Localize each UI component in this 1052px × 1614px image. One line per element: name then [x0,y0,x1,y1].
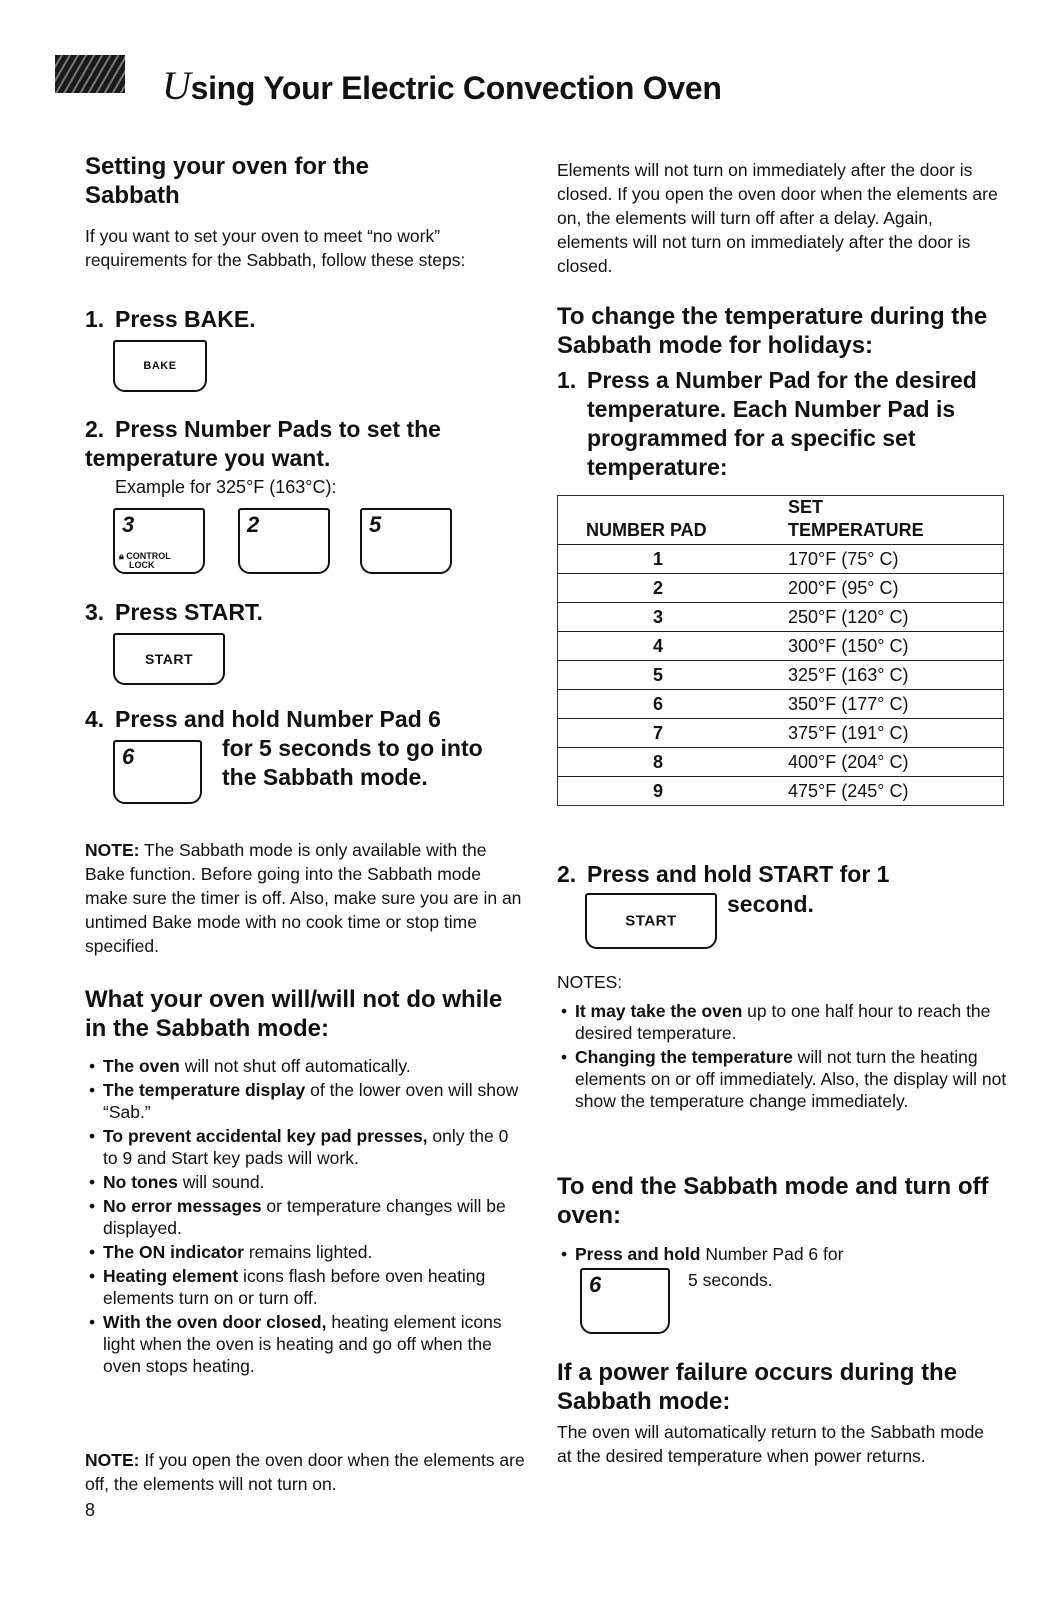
start-key-hold: START [585,893,717,949]
number-pad-cell: 4 [558,632,758,661]
number-pad-cell: 6 [558,690,758,719]
table-row [558,574,1003,603]
set-temperature-cell: 350°F (177° C) [758,690,1003,719]
table-row [558,632,1003,661]
sabbath-behavior-list [85,1055,525,1379]
step-4-line2: for 5 seconds to go into [222,735,483,761]
number-pad-cell: 1 [558,545,758,574]
key-6: 6 [113,740,202,804]
set-temperature-cell: 375°F (191° C) [758,719,1003,748]
note-door-open: NOTE: If you open the oven door when the elements are off, the elements will not turn on. [85,1450,525,1494]
number-pad-cell: 3 [558,603,758,632]
table-row [558,748,1003,777]
bake-key: BAKE [113,340,207,392]
col-header-set-temperature: SET TEMPERATURE [788,497,924,540]
list-item: • It may take the oven up to one half hour to reach the desired temperature. [557,1000,1012,1044]
page-number: 8 [85,1500,96,1520]
list-item: • The ON indicator remains lighted. [85,1241,525,1263]
set-temperature-cell: 300°F (150° C) [758,632,1003,661]
step-4: 4. Press and hold Number Pad 6 [85,706,441,732]
step-4-line3: the Sabbath mode. [222,764,428,790]
list-item: • Heating element icons flash before oven heating elements turn on or turn off. [85,1265,525,1309]
elements-intro-text: Elements will not turn on immediately after the door is closed. If you open the oven door when the elements are on, the elements will turn off after a delay. Again, elements will not turn on immediately after the door is closed. [557,160,998,276]
list-item: • To prevent accidental key pad presses, only the 0 to 9 and Start key pads will work. [85,1125,525,1169]
list-item: • The temperature display of the lower oven will show “Sab.” [85,1079,525,1123]
right-step-2: 2. Press and hold START for 1 [557,861,890,887]
step-1: 1. Press BAKE. [85,306,256,332]
list-item: • No error messages or temperature changes will be displayed. [85,1195,525,1239]
end-bullet-tail: 5 seconds. [688,1270,773,1290]
section-heading-will-will-not: What your oven will/will not do while in the Sabbath mode: [85,986,503,1042]
list-item: • Changing the temperature will not turn the heating elements on or off immediately. Also, the display will not show the temperature change immediately. [557,1046,1012,1112]
right-step-2-line2: second. [727,891,814,917]
section-heading-power-failure: If a power failure occurs during the Sabbath mode: [557,1359,958,1415]
col-header-number-pad: NUMBER PAD [586,520,707,540]
table-row [558,603,1003,632]
number-pad-cell: 8 [558,748,758,777]
temperature-table [557,495,1004,806]
table-row [558,777,1003,806]
step-2-example: Example for 325°F (163°C): [115,477,337,497]
number-pad-cell: 2 [558,574,758,603]
number-pad-cell: 5 [558,661,758,690]
number-pad-cell: 9 [558,777,758,806]
section-heading-change-temp: To change the temperature during the Sabbath mode for holidays: [557,303,988,359]
set-temperature-cell: 400°F (204° C) [758,748,1003,777]
set-temperature-cell: 200°F (95° C) [758,574,1003,603]
power-failure-text: The oven will automatically return to the Sabbath mode at the desired temperature when power returns. [557,1422,985,1466]
table-row [558,661,1003,690]
set-temperature-cell: 325°F (163° C) [758,661,1003,690]
brand-logo [55,55,125,93]
page-title: Using Your Electric Convection Oven [162,63,722,108]
section-heading-end-sabbath: To end the Sabbath mode and turn off oven: [557,1173,989,1229]
set-temperature-cell: 250°F (120° C) [758,603,1003,632]
step-3: 3. Press START. [85,599,263,625]
list-item: • With the oven door closed, heating element icons light when the oven is heating and go off when the oven stops heating. [85,1311,525,1377]
key-6-end: 6 [580,1268,670,1334]
key-5: 5 [360,508,452,574]
list-item: • No tones will sound. [85,1171,525,1193]
number-pad-cell: 7 [558,719,758,748]
notes-label: NOTES: [557,972,623,992]
table-row [558,719,1003,748]
list-item: • The oven will not shut off automatically. [85,1055,525,1077]
step-2: 2. Press Number Pads to set the temperature you want. [85,416,441,471]
table-row [558,545,1003,574]
set-temperature-cell: 170°F (75° C) [758,545,1003,574]
start-key: START [113,633,225,685]
key-3-control-lock: 3 🔒︎ CONTROL LOCK [113,508,205,574]
table-row [558,690,1003,719]
intro-text: If you want to set your oven to meet “no work” requirements for the Sabbath, follow these steps: [85,226,466,270]
note-sabbath-bake: NOTE: The Sabbath mode is only available with the Bake function. Before going into the Sabbath mode make sure the timer is off. Also, make sure you are in an untimed Bake mode with no cook time or stop time specified. [85,840,522,956]
right-step-1: 1. Press a Number Pad for the desired temperature. Each Number Pad is programmed for a specific set temperature: [557,367,977,480]
section-heading-setting-sabbath: Setting your oven for the Sabbath [85,153,370,209]
set-temperature-cell: 475°F (245° C) [758,777,1003,806]
key-2: 2 [238,508,330,574]
list-item: • Press and hold Number Pad 6 for [557,1243,1007,1265]
notes-list [557,1000,1012,1114]
end-sabbath-list [557,1243,1007,1267]
